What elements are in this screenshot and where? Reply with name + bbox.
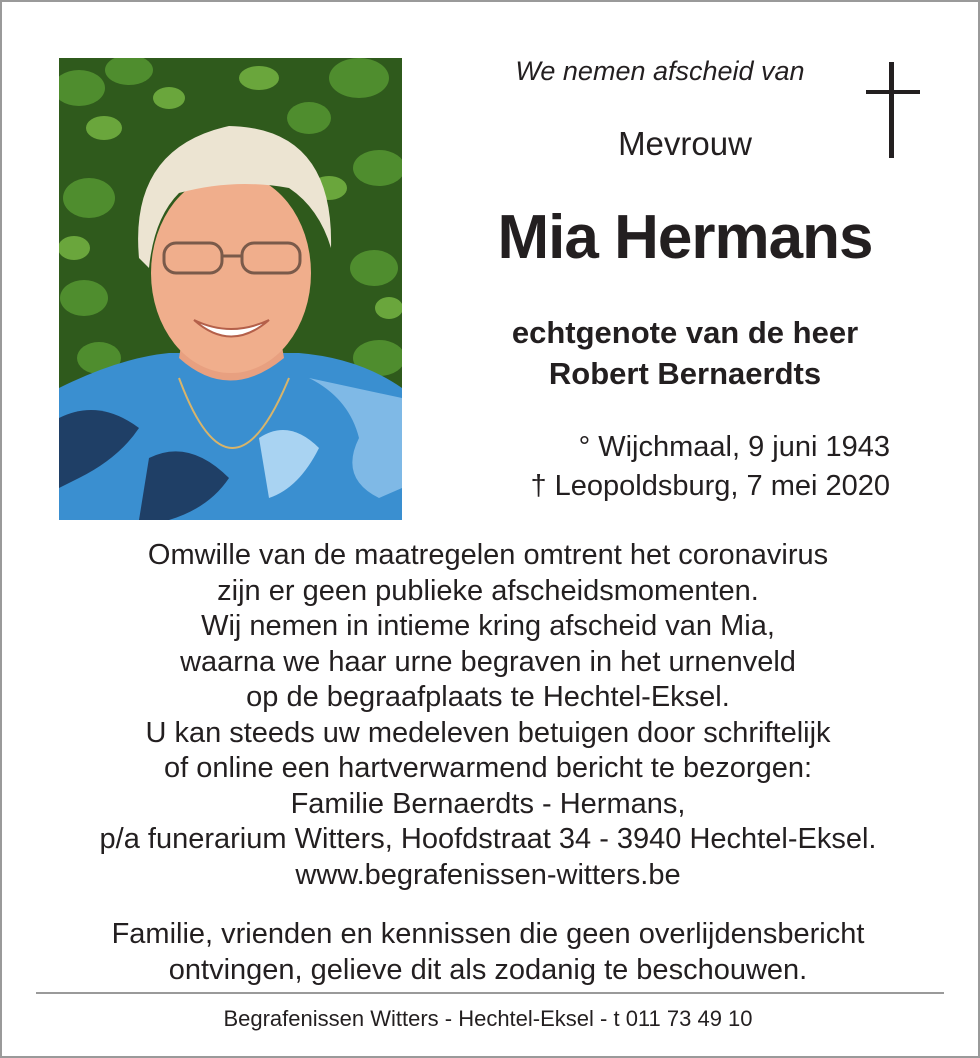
body-line: p/a funerarium Witters, Hoofdstraat 34 - 3940 Hechtel-Eksel.	[99, 823, 877, 855]
intro-text: We nemen afscheid van	[515, 56, 805, 86]
closing-text	[20, 916, 956, 988]
life-dates	[440, 428, 890, 506]
body-line: zijn er geen publieke afscheidsmomenten.	[217, 574, 759, 607]
footer-divider	[36, 992, 944, 994]
body-line: op de begraafplaats te Hechtel-Eksel.	[246, 681, 730, 713]
deceased-name: Mia Hermans	[497, 203, 873, 272]
footer-contact: Begrafenissen Witters - Hechtel-Eksel - t 011 73 49 10	[223, 1006, 753, 1031]
body-line: U kan steeds uw medeleven betuigen door schriftelijk	[145, 716, 831, 749]
body-line: of online een hartverwarmend bericht te bezorgen:	[163, 752, 813, 784]
body-line: Omwille van de maatregelen omtrent het coronavirus	[147, 539, 829, 571]
notice-body	[20, 538, 956, 893]
honorific-title: Mevrouw	[618, 125, 752, 162]
body-line: Familie Bernaerdts - Hermans,	[290, 787, 686, 820]
spouse-relation: echtgenote van de heer	[511, 315, 859, 350]
spouse-name: Robert Bernaerdts	[548, 356, 822, 391]
birth-line: ° Wijchmaal, 9 juni 1943	[578, 431, 890, 463]
closing-line: Familie, vrienden en kennissen die geen overlijdensbericht	[111, 918, 865, 950]
website-line: www.begrafenissen-witters.be	[295, 858, 681, 891]
portrait-photo	[59, 58, 402, 520]
body-line: Wij nemen in intieme kring afscheid van Mia,	[201, 610, 775, 642]
spouse-info	[440, 312, 930, 394]
closing-line: ontvingen, gelieve dit als zodanig te beschouwen.	[168, 954, 808, 986]
death-line: † Leopoldsburg, 7 mei 2020	[530, 470, 890, 502]
body-line: waarna we haar urne begraven in het urnenveld	[180, 645, 796, 678]
